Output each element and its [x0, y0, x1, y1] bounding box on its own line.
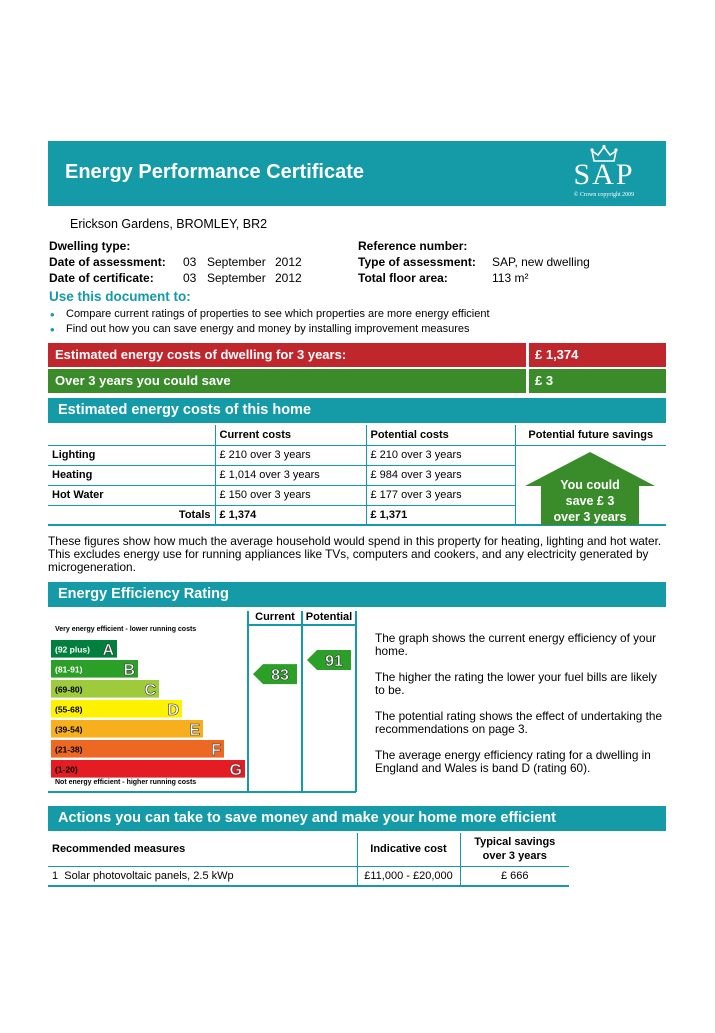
- certificate-month: September: [207, 271, 266, 285]
- cost-label: Lighting: [48, 445, 215, 465]
- current-costs-header: Current costs: [215, 425, 366, 445]
- property-address: Erickson Gardens, BROMLEY, BR2: [70, 217, 268, 231]
- estimated-cost-label: Estimated energy costs of dwelling for 3 years:: [48, 343, 526, 367]
- energy-rating-heading: Energy Efficiency Rating: [48, 582, 666, 607]
- list-item: • Find out how you can save energy and money by installing improvement measures: [48, 323, 490, 338]
- band-letter: D: [167, 702, 179, 719]
- assessment-day: 03: [183, 255, 197, 269]
- measure-number: 1: [52, 869, 59, 882]
- cost-label: Heating: [48, 465, 215, 485]
- floor-area-row: [358, 271, 529, 285]
- current-cost: £ 210 over 3 years: [215, 445, 366, 465]
- energy-costs-heading: Estimated energy costs of this home: [48, 398, 666, 423]
- assessment-type-label: Type of assessment:: [358, 255, 476, 269]
- typical-savings: £ 666: [460, 866, 569, 886]
- savings-line-2: save £ 3: [565, 494, 615, 508]
- savings-value: £ 3: [529, 369, 666, 393]
- band-letter: B: [123, 662, 135, 679]
- reference-number-label: Reference number:: [358, 239, 468, 253]
- band-letter: E: [189, 722, 200, 739]
- potential-costs-header: Potential costs: [366, 425, 515, 445]
- potential-rating-value: 91: [325, 653, 343, 670]
- certificate-year: 2012: [275, 271, 302, 285]
- assessment-date-label: Date of assessment:: [49, 255, 166, 269]
- energy-rating-graph: [48, 611, 358, 794]
- use-document-list: [48, 308, 490, 338]
- total-potential: £ 1,371: [366, 505, 515, 525]
- estimated-cost-bar: [48, 343, 666, 367]
- sap-logo: [554, 144, 654, 202]
- sap-logo-text: SAP: [573, 158, 635, 191]
- cost-header: Indicative cost: [357, 833, 460, 866]
- band-letter: G: [229, 762, 242, 779]
- use-document-heading: Use this document to:: [49, 289, 191, 304]
- current-column-header: Current: [255, 611, 295, 623]
- assessment-month: September: [207, 255, 266, 269]
- rating-paragraph: The graph shows the current energy efficiency of your home.: [375, 631, 657, 658]
- assessment-type-value: SAP, new dwelling: [492, 255, 590, 269]
- band-range-label: (1-20): [55, 764, 78, 775]
- assessment-year: 2012: [275, 255, 302, 269]
- savings-label: Over 3 years you could save: [48, 369, 526, 393]
- cost-label: Hot Water: [48, 485, 215, 505]
- totals-label: Totals: [48, 505, 215, 525]
- band-letter: C: [144, 682, 156, 699]
- savings-line-1: You could: [560, 478, 620, 492]
- rating-band-g: [51, 760, 245, 778]
- floor-area-value: 113 m²: [492, 271, 529, 285]
- certificate-date-label: Date of certificate:: [49, 271, 154, 285]
- savings-header: Typical savings over 3 years: [460, 833, 569, 866]
- actions-heading: Actions you can take to save money and make your home more efficient: [48, 806, 666, 831]
- certificate-header: [48, 141, 666, 206]
- certificate-date-row: [49, 271, 302, 285]
- band-range-label: (92 plus): [55, 644, 90, 655]
- potential-cost: £ 210 over 3 years: [366, 445, 515, 465]
- rating-paragraph: The higher the rating the lower your fuel bills are likely to be.: [375, 670, 657, 697]
- energy-rating-explanation: [375, 632, 665, 788]
- savings-house-icon: [525, 452, 655, 525]
- estimated-cost-value: £ 1,374: [529, 343, 666, 367]
- potential-cost: £ 984 over 3 years: [366, 465, 515, 485]
- certificate-day: 03: [183, 271, 197, 285]
- actions-table: [48, 833, 569, 887]
- total-current: £ 1,374: [215, 505, 366, 525]
- crown-copyright: © Crown copyright 2009: [573, 192, 635, 198]
- band-range-label: (21-38): [55, 744, 83, 755]
- current-rating-value: 83: [271, 667, 289, 685]
- assessment-date-row: [49, 255, 302, 269]
- savings-line-3: over 3 years: [553, 510, 627, 524]
- band-range-label: (39-54): [55, 724, 83, 735]
- efficient-note: Very energy efficient - lower running costs: [55, 626, 197, 633]
- potential-column-header: Potential: [305, 611, 353, 623]
- measures-header: Recommended measures: [48, 833, 357, 866]
- assessment-type-row: [358, 255, 590, 269]
- future-savings-header: Potential future savings: [515, 425, 666, 445]
- costs-description: These figures show how much the average household would spend in this property for heating, lighting and hot water. This excludes energy use for running appliances like TVs, computers and cookers, and any electricity generated by microgeneration.: [48, 534, 662, 574]
- floor-area-label: Total floor area:: [358, 271, 448, 285]
- indicative-cost: £11,000 - £20,000: [357, 866, 460, 886]
- current-cost: £ 1,014 over 3 years: [215, 465, 366, 485]
- measure-cell: [48, 866, 357, 886]
- band-letter: F: [211, 742, 221, 759]
- page-title: Energy Performance Certificate: [65, 161, 365, 183]
- savings-bar: [48, 369, 666, 393]
- band-range-label: (69-80): [55, 684, 83, 695]
- inefficient-note: Not energy efficient - higher running costs: [55, 779, 197, 786]
- band-range-label: (81-91): [55, 664, 83, 675]
- current-cost: £ 150 over 3 years: [215, 485, 366, 505]
- list-item: • Compare current ratings of properties to see which properties are more energy efficient: [48, 308, 490, 323]
- dwelling-type-label: Dwelling type:: [49, 239, 131, 253]
- rating-paragraph: The average energy efficiency rating for a dwelling in England and Wales is band D (rating 60).: [375, 748, 651, 775]
- table-row: [48, 866, 569, 886]
- rating-paragraph: The potential rating shows the effect of undertaking the recommendations on page 3.: [375, 709, 663, 736]
- band-letter: A: [102, 642, 114, 659]
- band-range-label: (55-68): [55, 704, 83, 715]
- measure-name: Solar photovoltaic panels, 2.5 kWp: [64, 869, 234, 882]
- potential-cost: £ 177 over 3 years: [366, 485, 515, 505]
